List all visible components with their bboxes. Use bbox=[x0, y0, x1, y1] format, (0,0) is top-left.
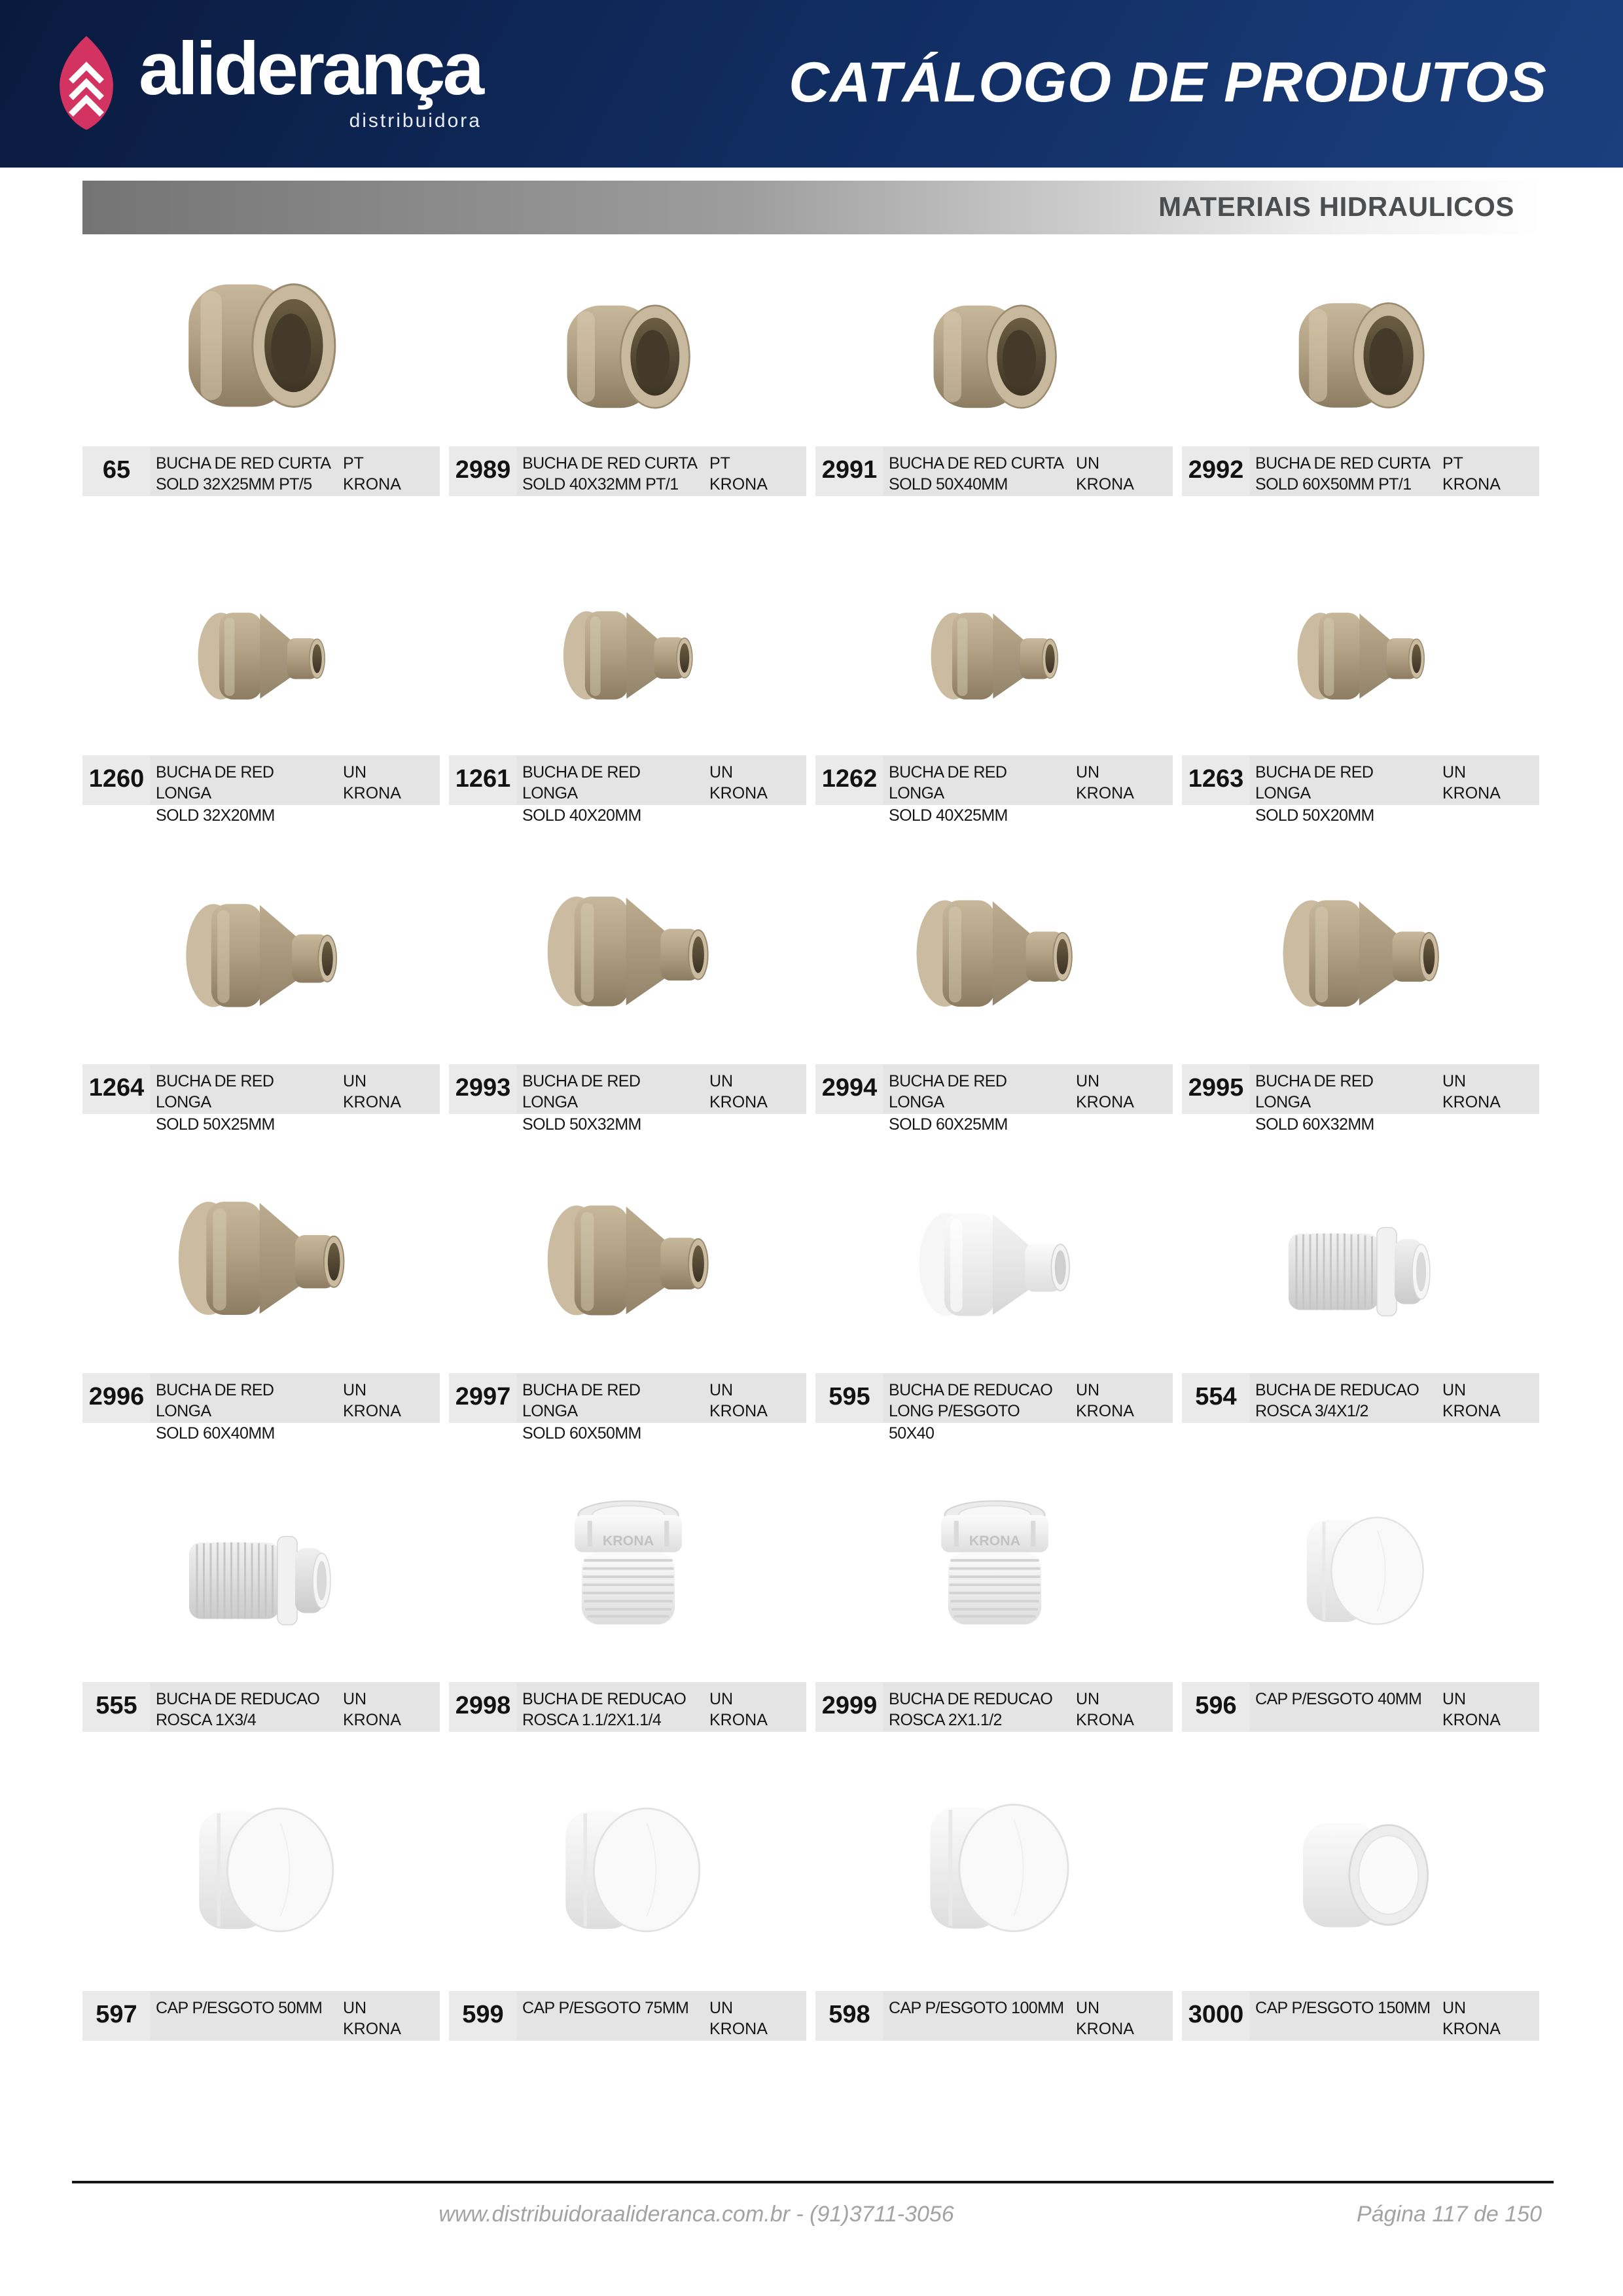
product-card bbox=[1182, 234, 1539, 496]
product-unit: PT bbox=[343, 454, 364, 473]
brand-logo bbox=[50, 27, 482, 132]
product-unit-brand bbox=[1442, 1064, 1534, 1114]
product-desc-line1: BUCHA DE RED LONGA bbox=[522, 1072, 641, 1112]
product-image bbox=[815, 1732, 1173, 1991]
product-row bbox=[82, 234, 1543, 496]
product-image bbox=[449, 1732, 806, 1991]
product-image bbox=[815, 1114, 1173, 1373]
product-card bbox=[815, 1732, 1173, 2041]
product-card bbox=[449, 234, 806, 496]
product-label-bar bbox=[449, 1064, 806, 1133]
product-code: 595 bbox=[815, 1373, 883, 1423]
product-unit: UN bbox=[1442, 1690, 1467, 1708]
section-title: MATERIAIS HIDRAULICOS bbox=[1158, 192, 1514, 222]
product-label-bar bbox=[449, 1682, 806, 1732]
product-unit-brand bbox=[1442, 1682, 1534, 1732]
product-photo-icon bbox=[172, 1195, 350, 1326]
product-image bbox=[82, 1423, 440, 1682]
product-unit: UN bbox=[709, 1999, 734, 2017]
product-photo-icon bbox=[541, 890, 714, 1017]
product-desc-line2: SOLD 40X20MM bbox=[522, 806, 641, 824]
product-unit-brand bbox=[1442, 1991, 1534, 2041]
product-label-bar bbox=[82, 1682, 440, 1732]
product-unit-brand bbox=[709, 1064, 801, 1114]
product-label-bar bbox=[449, 755, 806, 824]
footer-page-number: Página 117 de 150 bbox=[1357, 2202, 1542, 2227]
product-desc-line2: SOLD 60X50MM bbox=[522, 1424, 641, 1442]
product-brand: KRONA bbox=[709, 1093, 768, 1112]
product-label-bar bbox=[82, 1991, 440, 2041]
product-description bbox=[522, 1064, 698, 1133]
product-brand: KRONA bbox=[709, 1402, 768, 1421]
product-photo-icon bbox=[183, 1526, 340, 1635]
product-unit-brand bbox=[1076, 1373, 1168, 1423]
product-brand: KRONA bbox=[709, 784, 768, 803]
product-unit-brand bbox=[343, 446, 435, 496]
product-desc-line2: SOLD 60X25MM bbox=[889, 1115, 1008, 1133]
product-desc-line2: SOLD 60X40MM bbox=[156, 1424, 275, 1442]
product-image bbox=[449, 234, 806, 446]
product-image bbox=[815, 805, 1173, 1064]
product-label-bar bbox=[815, 1682, 1173, 1732]
product-desc-line1: BUCHA DE RED LONGA bbox=[522, 763, 641, 803]
product-label-bar bbox=[449, 1991, 806, 2041]
product-desc-line1: CAP P/ESGOTO 40MM bbox=[1255, 1690, 1422, 1708]
product-photo-icon bbox=[926, 607, 1062, 708]
product-unit-brand bbox=[709, 1682, 801, 1732]
product-code: 2992 bbox=[1182, 446, 1250, 496]
product-photo-icon bbox=[181, 279, 341, 412]
product-photo-icon bbox=[180, 898, 342, 1017]
product-brand: KRONA bbox=[1442, 1402, 1501, 1421]
product-unit: UN bbox=[1076, 1381, 1100, 1399]
product-card bbox=[815, 1114, 1173, 1442]
product-code: 2999 bbox=[815, 1682, 883, 1732]
product-unit: UN bbox=[1442, 1072, 1467, 1090]
product-image bbox=[82, 805, 440, 1064]
product-code: 65 bbox=[82, 446, 151, 496]
footer-rule bbox=[72, 2181, 1554, 2183]
product-label-bar bbox=[815, 446, 1173, 496]
product-unit-brand bbox=[1442, 446, 1534, 496]
product-card bbox=[449, 1114, 806, 1442]
product-photo-icon bbox=[930, 1498, 1058, 1635]
product-card bbox=[82, 496, 440, 824]
product-photo-icon bbox=[1282, 1217, 1439, 1326]
product-desc-line1: BUCHA DE RED LONGA bbox=[156, 763, 274, 803]
product-description bbox=[889, 1991, 1064, 2041]
product-photo-icon bbox=[1293, 298, 1429, 412]
product-unit: UN bbox=[1076, 454, 1100, 473]
product-description bbox=[156, 446, 331, 496]
product-card bbox=[82, 1732, 440, 2041]
product-unit: PT bbox=[1442, 454, 1463, 473]
product-desc-line1: CAP P/ESGOTO 75MM bbox=[522, 1999, 689, 2017]
catalog-title: CATÁLOGO DE PRODUTOS bbox=[789, 52, 1547, 115]
product-desc-line2: SOLD 50X20MM bbox=[1255, 806, 1374, 824]
product-desc-line2: SOLD 50X32MM bbox=[522, 1115, 641, 1133]
product-description bbox=[522, 1682, 698, 1732]
product-image bbox=[449, 805, 806, 1064]
product-label-bar bbox=[82, 1064, 440, 1133]
product-unit-brand bbox=[1442, 1373, 1534, 1423]
product-unit-brand bbox=[343, 1064, 435, 1114]
product-brand: KRONA bbox=[1442, 1093, 1501, 1112]
product-label-bar bbox=[815, 1373, 1173, 1442]
product-card bbox=[449, 1423, 806, 1732]
product-image bbox=[449, 1423, 806, 1682]
product-image bbox=[1182, 234, 1539, 446]
product-unit: UN bbox=[343, 1072, 367, 1090]
product-grid bbox=[82, 234, 1543, 2041]
product-photo-icon bbox=[910, 894, 1078, 1017]
product-brand: KRONA bbox=[1076, 1402, 1134, 1421]
product-image bbox=[1182, 805, 1539, 1064]
product-unit: UN bbox=[1076, 763, 1100, 781]
product-card bbox=[815, 1423, 1173, 1732]
product-unit: UN bbox=[343, 1999, 367, 2017]
product-unit: UN bbox=[1076, 1690, 1100, 1708]
product-card bbox=[82, 1423, 440, 1732]
product-unit-brand bbox=[343, 755, 435, 805]
product-photo-icon bbox=[927, 301, 1061, 412]
product-row bbox=[82, 1732, 1543, 2041]
product-desc-line1: BUCHA DE REDUCAO bbox=[889, 1381, 1053, 1399]
product-label-bar bbox=[1182, 1373, 1539, 1423]
product-label-bar bbox=[1182, 1991, 1539, 2041]
product-unit-brand bbox=[709, 1991, 801, 2041]
product-unit-brand bbox=[709, 1373, 801, 1423]
product-desc-line1: BUCHA DE RED CURTA bbox=[889, 454, 1064, 473]
product-desc-line2: SOLD 60X32MM bbox=[1255, 1115, 1374, 1133]
product-description bbox=[156, 1682, 331, 1732]
product-unit-brand bbox=[709, 446, 801, 496]
product-desc-line2: SOLD 50X25MM bbox=[156, 1115, 275, 1133]
product-unit: UN bbox=[709, 1072, 734, 1090]
product-desc-line1: BUCHA DE REDUCAO bbox=[156, 1690, 320, 1708]
product-image bbox=[1182, 1732, 1539, 1991]
product-description bbox=[889, 1682, 1064, 1732]
product-image bbox=[82, 496, 440, 755]
product-desc-line1: BUCHA DE RED CURTA bbox=[1255, 454, 1431, 473]
product-card bbox=[1182, 1423, 1539, 1732]
product-unit-brand bbox=[1076, 1064, 1168, 1114]
product-brand: KRONA bbox=[1076, 2020, 1134, 2039]
product-brand: KRONA bbox=[1076, 784, 1134, 803]
product-description bbox=[1255, 1682, 1431, 1732]
brand-text-block bbox=[139, 27, 482, 132]
product-unit: PT bbox=[709, 454, 730, 473]
product-desc-line1: BUCHA DE RED LONGA bbox=[889, 763, 1007, 803]
product-brand: KRONA bbox=[1442, 1711, 1501, 1730]
product-desc-line2: SOLD 32X20MM bbox=[156, 806, 275, 824]
product-brand: KRONA bbox=[343, 475, 401, 494]
product-card bbox=[82, 1114, 440, 1442]
product-desc-line2: ROSCA 1.1/2X1.1/4 bbox=[522, 1711, 662, 1730]
product-label-bar bbox=[1182, 446, 1539, 496]
product-description bbox=[522, 446, 698, 496]
product-photo-icon bbox=[913, 1207, 1075, 1326]
product-code: 597 bbox=[82, 1991, 151, 2041]
product-desc-line2: ROSCA 1X3/4 bbox=[156, 1711, 257, 1730]
product-card bbox=[1182, 1732, 1539, 2041]
product-brand: KRONA bbox=[343, 1093, 401, 1112]
product-card bbox=[82, 234, 440, 496]
product-description bbox=[889, 1064, 1064, 1133]
product-unit: UN bbox=[343, 1690, 367, 1708]
brand-wordmark: aliderança bbox=[139, 27, 482, 111]
product-desc-line1: CAP P/ESGOTO 150MM bbox=[1255, 1999, 1431, 2017]
brand-tagline: distribuidora bbox=[349, 109, 482, 132]
product-unit: UN bbox=[709, 1690, 734, 1708]
product-desc-line1: BUCHA DE RED LONGA bbox=[1255, 1072, 1374, 1112]
product-code: 2995 bbox=[1182, 1064, 1250, 1114]
product-image bbox=[815, 234, 1173, 446]
product-label-bar bbox=[449, 1373, 806, 1442]
product-label-bar bbox=[449, 446, 806, 496]
product-description bbox=[156, 1373, 331, 1442]
product-brand: KRONA bbox=[343, 1402, 401, 1421]
product-image bbox=[1182, 496, 1539, 755]
product-card bbox=[815, 234, 1173, 496]
product-label-bar bbox=[1182, 1064, 1539, 1133]
product-brand: KRONA bbox=[343, 1711, 401, 1730]
product-image bbox=[815, 1423, 1173, 1682]
product-unit-brand bbox=[1076, 1991, 1168, 2041]
product-brand: KRONA bbox=[709, 1711, 768, 1730]
product-brand: KRONA bbox=[1442, 2020, 1501, 2039]
product-unit: UN bbox=[1076, 1999, 1100, 2017]
product-image bbox=[1182, 1423, 1539, 1682]
product-code: 599 bbox=[449, 1991, 517, 2041]
product-card bbox=[1182, 1114, 1539, 1423]
product-description bbox=[522, 1373, 698, 1442]
product-code: 596 bbox=[1182, 1682, 1250, 1732]
product-desc-line2: ROSCA 3/4X1/2 bbox=[1255, 1402, 1368, 1421]
product-unit: UN bbox=[343, 1381, 367, 1399]
product-description bbox=[1255, 755, 1431, 824]
product-desc-line1: BUCHA DE RED CURTA bbox=[522, 454, 698, 473]
product-unit: UN bbox=[1076, 1072, 1100, 1090]
product-unit: UN bbox=[1442, 1999, 1467, 2017]
product-label-bar bbox=[82, 755, 440, 824]
product-unit-brand bbox=[343, 1682, 435, 1732]
product-label-bar bbox=[1182, 1682, 1539, 1732]
product-code: 2989 bbox=[449, 446, 517, 496]
product-photo-icon bbox=[1283, 1801, 1438, 1944]
product-unit-brand bbox=[1442, 755, 1534, 805]
product-description bbox=[1255, 1991, 1431, 2041]
product-code: 3000 bbox=[1182, 1991, 1250, 2041]
product-photo-icon bbox=[563, 1498, 692, 1635]
product-code: 2993 bbox=[449, 1064, 517, 1114]
product-image bbox=[815, 496, 1173, 755]
product-description bbox=[1255, 1064, 1431, 1133]
product-brand: KRONA bbox=[709, 2020, 768, 2039]
product-brand: KRONA bbox=[1076, 1093, 1134, 1112]
product-brand: KRONA bbox=[709, 475, 768, 494]
product-code: 2997 bbox=[449, 1373, 517, 1423]
product-image bbox=[449, 1114, 806, 1373]
product-description bbox=[156, 1064, 331, 1133]
product-code: 555 bbox=[82, 1682, 151, 1732]
product-photo-icon bbox=[1277, 894, 1444, 1017]
product-desc-line2: SOLD 40X32MM PT/1 bbox=[522, 475, 679, 494]
product-desc-line1: BUCHA DE RED LONGA bbox=[522, 1381, 641, 1421]
product-desc-line1: BUCHA DE REDUCAO bbox=[889, 1690, 1053, 1708]
product-desc-line1: BUCHA DE REDUCAO bbox=[522, 1690, 687, 1708]
product-card bbox=[82, 805, 440, 1133]
product-card bbox=[815, 496, 1173, 824]
product-code: 1264 bbox=[82, 1064, 151, 1114]
product-label-bar bbox=[82, 1373, 440, 1442]
product-card bbox=[449, 805, 806, 1133]
product-row bbox=[82, 1423, 1543, 1732]
product-code: 2996 bbox=[82, 1373, 151, 1423]
product-desc-line2: SOLD 40X25MM bbox=[889, 806, 1008, 824]
product-desc-line1: BUCHA DE REDUCAO bbox=[1255, 1381, 1419, 1399]
product-desc-line2: SOLD 32X25MM PT/5 bbox=[156, 475, 312, 494]
product-unit-brand bbox=[1076, 755, 1168, 805]
product-photo-icon bbox=[193, 607, 329, 708]
product-image bbox=[82, 234, 440, 446]
product-unit-brand bbox=[1076, 1682, 1168, 1732]
product-code: 554 bbox=[1182, 1373, 1250, 1423]
page-header bbox=[0, 0, 1623, 168]
product-brand: KRONA bbox=[1442, 784, 1501, 803]
product-photo-icon bbox=[1291, 1507, 1430, 1635]
product-brand: KRONA bbox=[343, 2020, 401, 2039]
product-description bbox=[156, 755, 331, 824]
product-image bbox=[1182, 1114, 1539, 1373]
product-image bbox=[449, 496, 806, 755]
product-code: 1260 bbox=[82, 755, 151, 805]
product-label-bar bbox=[815, 755, 1173, 824]
product-code: 2998 bbox=[449, 1682, 517, 1732]
product-photo-icon bbox=[912, 1792, 1077, 1944]
product-photo-icon bbox=[558, 606, 697, 708]
product-code: 1263 bbox=[1182, 755, 1250, 805]
product-desc-line1: BUCHA DE RED LONGA bbox=[1255, 763, 1374, 803]
product-unit: UN bbox=[1442, 763, 1467, 781]
product-unit-brand bbox=[343, 1373, 435, 1423]
product-image bbox=[82, 1114, 440, 1373]
product-description bbox=[889, 446, 1064, 496]
product-photo-icon bbox=[181, 1796, 341, 1944]
product-label-bar bbox=[815, 1991, 1173, 2041]
product-description bbox=[522, 755, 698, 824]
product-description bbox=[1255, 446, 1431, 496]
product-description bbox=[889, 755, 1064, 824]
product-description bbox=[889, 1373, 1064, 1442]
product-desc-line1: BUCHA DE RED CURTA bbox=[156, 454, 331, 473]
product-row bbox=[82, 805, 1543, 1133]
product-photo-icon bbox=[561, 301, 694, 412]
product-unit: UN bbox=[1442, 1381, 1467, 1399]
product-desc-line1: CAP P/ESGOTO 100MM bbox=[889, 1999, 1064, 2017]
product-card bbox=[815, 805, 1173, 1133]
product-code: 2994 bbox=[815, 1064, 883, 1114]
product-description bbox=[156, 1991, 331, 2041]
product-desc-line2: LONG P/ESGOTO 50X40 bbox=[889, 1402, 1020, 1442]
product-unit-brand bbox=[709, 755, 801, 805]
product-unit-brand bbox=[343, 1991, 435, 2041]
product-brand: KRONA bbox=[1076, 1711, 1134, 1730]
product-card bbox=[449, 1732, 806, 2041]
product-description bbox=[522, 1991, 698, 2041]
product-code: 598 bbox=[815, 1991, 883, 2041]
product-description bbox=[1255, 1373, 1431, 1423]
product-photo-icon bbox=[548, 1796, 707, 1944]
product-brand: KRONA bbox=[1442, 475, 1501, 494]
product-card bbox=[449, 496, 806, 824]
product-desc-line2: ROSCA 2X1.1/2 bbox=[889, 1711, 1002, 1730]
section-bar bbox=[82, 181, 1543, 234]
product-code: 1262 bbox=[815, 755, 883, 805]
product-unit-brand bbox=[1076, 446, 1168, 496]
product-desc-line1: BUCHA DE RED LONGA bbox=[156, 1381, 274, 1421]
product-code: 1261 bbox=[449, 755, 517, 805]
product-unit: UN bbox=[709, 1381, 734, 1399]
product-label-bar bbox=[1182, 755, 1539, 824]
product-brand: KRONA bbox=[1076, 475, 1134, 494]
product-card bbox=[1182, 805, 1539, 1133]
chevron-leaf-icon bbox=[50, 34, 123, 131]
product-desc-line1: BUCHA DE RED LONGA bbox=[156, 1072, 274, 1112]
product-desc-line1: BUCHA DE RED LONGA bbox=[889, 1072, 1007, 1112]
product-code: 2991 bbox=[815, 446, 883, 496]
product-label-bar bbox=[815, 1064, 1173, 1133]
product-unit: UN bbox=[343, 763, 367, 781]
product-unit: UN bbox=[709, 763, 734, 781]
product-photo-icon bbox=[1293, 607, 1429, 708]
product-desc-line2: SOLD 60X50MM PT/1 bbox=[1255, 475, 1412, 494]
product-image bbox=[82, 1732, 440, 1991]
product-label-bar bbox=[82, 446, 440, 496]
product-photo-icon bbox=[541, 1199, 714, 1326]
product-brand: KRONA bbox=[343, 784, 401, 803]
product-desc-line2: SOLD 50X40MM bbox=[889, 475, 1008, 494]
footer-website-phone: www.distribuidoraalideranca.com.br - (91)3711-3056 bbox=[438, 2202, 954, 2227]
product-row bbox=[82, 1114, 1543, 1442]
product-row bbox=[82, 496, 1543, 824]
product-card bbox=[1182, 496, 1539, 824]
product-desc-line1: CAP P/ESGOTO 50MM bbox=[156, 1999, 323, 2017]
